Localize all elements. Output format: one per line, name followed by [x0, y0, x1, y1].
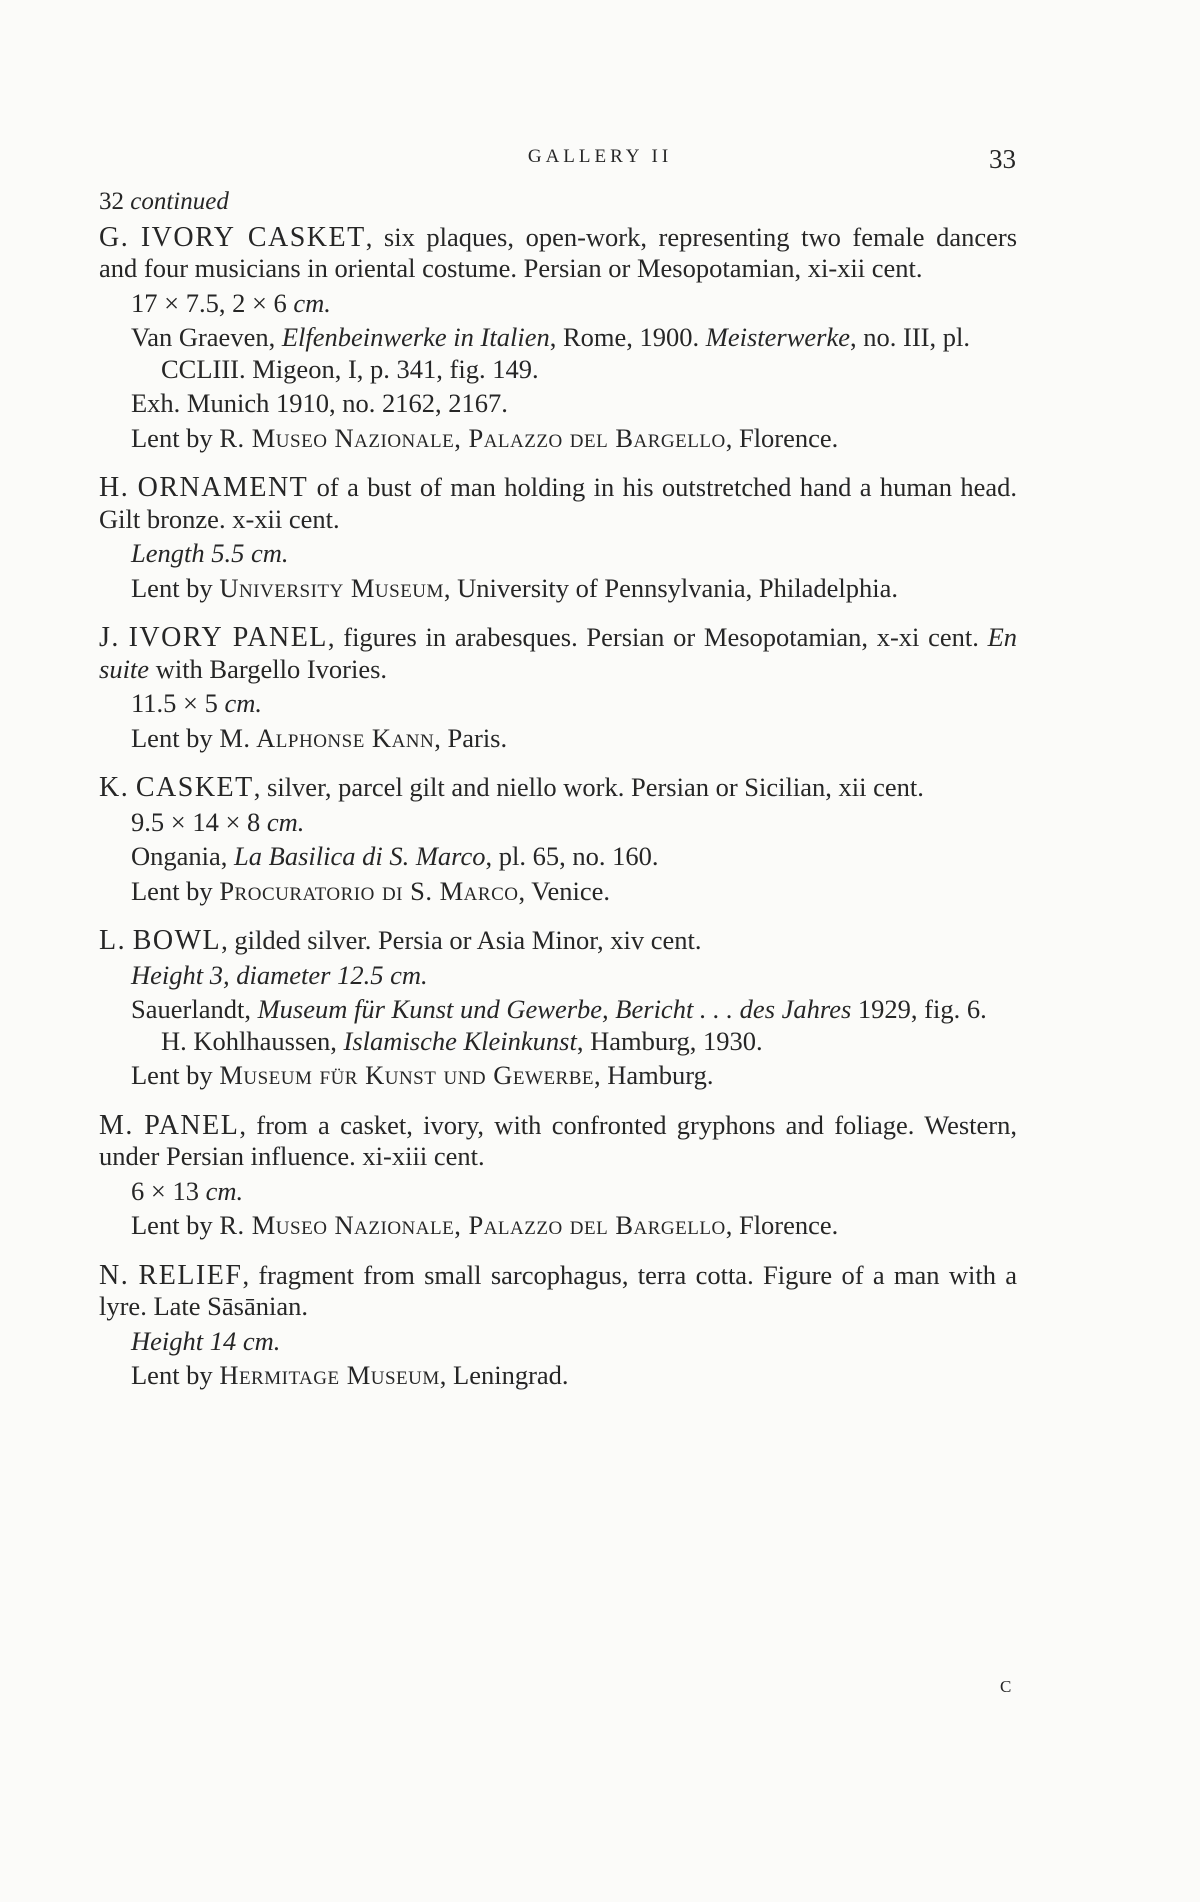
entry-text: , fragment from small sarcophagus, terra cotta. Figure of a man with a lyre. Late Sāsānian.: [99, 1259, 1018, 1321]
entry-lender: [99, 423, 1017, 455]
entry-reference: [99, 322, 1017, 385]
catalogue-entry-g: [99, 222, 1017, 455]
entry-lender: [99, 876, 1017, 908]
ref-text: Van Graeven,: [131, 322, 282, 352]
lender-name: University Museum: [219, 572, 444, 603]
entry-lender: [99, 1360, 1017, 1392]
ref-title: Islamische Kleinkunst: [343, 1025, 577, 1056]
signature-mark: c: [1000, 1672, 1012, 1698]
entry-dimensions: [99, 1326, 1017, 1358]
entry-text: of a bust of man holding in his outstretched hand a human head. Gilt bronze. x-xii cent.: [99, 472, 1017, 534]
entry-lender: [99, 573, 1017, 605]
dims-value: 17 × 7.5, 2 × 6: [131, 287, 294, 318]
continuation-label: [99, 186, 1017, 218]
dims-value: Height 14 cm.: [131, 1325, 281, 1356]
entry-heading: IVORY PANEL: [128, 622, 328, 653]
lender-prefix: Lent by: [131, 422, 220, 453]
entry-letter: K.: [99, 772, 130, 803]
entry-letter: L.: [99, 925, 127, 956]
lender-name: R. Museo Nazionale, Palazzo del Bargello: [219, 422, 726, 453]
entry-heading: CASKET: [135, 772, 254, 803]
dims-value: Length 5.5 cm.: [131, 538, 289, 568]
catalogue-entry-l: [99, 925, 1017, 1092]
dims-value: 9.5 × 14 × 8: [131, 806, 267, 837]
entry-lender: [99, 723, 1017, 755]
lender-prefix: Lent by: [131, 1060, 220, 1090]
entry-dimensions: [99, 688, 1017, 720]
dims-unit: cm.: [224, 688, 262, 718]
dims-unit: cm.: [205, 1175, 244, 1206]
ref-text: , Hamburg, 1930.: [576, 1025, 763, 1056]
entry-heading: ORNAMENT: [137, 472, 309, 503]
catalogue-entry-j: [99, 622, 1017, 754]
lender-name: Hermitage Museum: [219, 1360, 440, 1390]
ref-title: Elfenbeinwerke in Italien: [281, 322, 550, 352]
entry-letter: N.: [99, 1259, 130, 1291]
entry-letter: M.: [99, 1109, 134, 1141]
lender-place: , Paris.: [434, 722, 508, 753]
entry-text: , six plaques, open-work, representing two female dancers and four musicians in oriental costume. Persian or Mesopotamian, xi-xii cent.: [99, 221, 1018, 283]
entry-lender: [99, 1210, 1017, 1242]
dims-value: 6 × 13: [131, 1175, 206, 1206]
entry-lender: [99, 1060, 1017, 1092]
page-body: [99, 186, 1017, 1410]
entry-heading: PANEL: [144, 1109, 240, 1141]
entry-heading: BOWL: [132, 925, 222, 956]
lender-prefix: Lent by: [131, 722, 220, 753]
entry-dimensions: [99, 538, 1017, 570]
entry-heading: IVORY CASKET: [140, 221, 366, 253]
entry-heading: RELIEF: [138, 1259, 243, 1291]
entry-reference: [99, 841, 1017, 873]
lender-name: Procuratorio di S. Marco: [219, 875, 519, 906]
entry-description: [99, 472, 1017, 535]
lender-prefix: Lent by: [131, 1210, 220, 1240]
dims-unit: cm.: [266, 806, 305, 837]
lender-place: , Venice.: [518, 875, 610, 906]
lender-name: M. Alphonse Kann: [219, 722, 435, 753]
lender-place: , University of Pennsylvania, Philadelphia.: [443, 572, 899, 603]
continuation-word: continued: [130, 188, 229, 215]
entry-description: [99, 1260, 1017, 1323]
lender-place: , Florence.: [725, 1210, 839, 1240]
catalogue-entry-n: [99, 1260, 1017, 1392]
ref-text: , no. III, pl. CCLIII. Migeon, I, p. 341, fig. 149.: [161, 322, 970, 384]
lender-place: , Florence.: [725, 422, 839, 453]
entry-letter: G.: [99, 221, 130, 253]
ref-title: Meisterwerke: [705, 322, 851, 352]
entry-description: [99, 222, 1017, 285]
dims-unit: cm.: [293, 287, 331, 318]
entry-dimensions: [99, 807, 1017, 839]
entry-dimensions: [99, 1176, 1017, 1208]
ref-text: Sauerlandt,: [131, 994, 258, 1024]
entry-text: , from a casket, ivory, with confronted gryphons and foliage. Western, under Persian influence. xi-xiii cent.: [99, 1109, 1017, 1171]
catalogue-entry-m: [99, 1110, 1017, 1242]
entry-description: [99, 1110, 1017, 1173]
ref-text: , pl. 65, no. 160.: [485, 841, 659, 871]
entry-text: with Bargello Ivories.: [149, 653, 388, 684]
running-title: GALLERY II: [527, 146, 673, 167]
dims-value: Height 3, diameter 12.5 cm.: [131, 959, 428, 990]
page-number: 33: [989, 144, 1016, 174]
lender-name: Museum für Kunst und Gewerbe: [219, 1060, 594, 1090]
lender-prefix: Lent by: [131, 1360, 220, 1390]
lender-place: , Hamburg.: [594, 1060, 714, 1090]
continuation-number: 32: [99, 188, 124, 215]
entry-description: [99, 925, 1017, 957]
entry-description: [99, 772, 1017, 804]
entry-text: , silver, parcel gilt and niello work. Persian or Sicilian, xii cent.: [253, 772, 924, 802]
lender-prefix: Lent by: [131, 875, 220, 906]
ref-text: 1929, fig. 6. H. Kohlhaussen,: [161, 994, 987, 1056]
entry-text: , gilded silver. Persia or Asia Minor, xiv cent.: [221, 925, 702, 955]
entry-text: , figures in arabesques. Persian or Mesopotamian, x-xi cent.: [327, 622, 988, 652]
entry-reference: [99, 994, 1017, 1057]
dims-value: 11.5 × 5: [131, 688, 225, 718]
entry-dimensions: [99, 960, 1017, 992]
catalogue-entry-h: [99, 472, 1017, 604]
entry-description: [99, 622, 1017, 685]
lender-place: , Leningrad.: [439, 1360, 569, 1390]
ref-title: Museum für Kunst und Gewerbe, Bericht . . . des Jahres: [257, 994, 852, 1024]
lender-prefix: Lent by: [131, 572, 220, 603]
entry-exhibition: Exh. Munich 1910, no. 2162, 2167.: [131, 388, 508, 418]
ref-text: , Rome, 1900.: [549, 322, 706, 352]
entry-text-italic: En suite: [99, 622, 1018, 684]
entry-letter: J.: [99, 622, 120, 653]
entry-letter: H.: [99, 472, 130, 503]
ref-title: La Basilica di S. Marco: [234, 841, 486, 871]
entry-dimensions: [99, 288, 1017, 320]
lender-name: R. Museo Nazionale, Palazzo del Bargello: [219, 1210, 726, 1240]
catalogue-entry-k: [99, 772, 1017, 907]
ref-text: Ongania,: [131, 841, 235, 871]
